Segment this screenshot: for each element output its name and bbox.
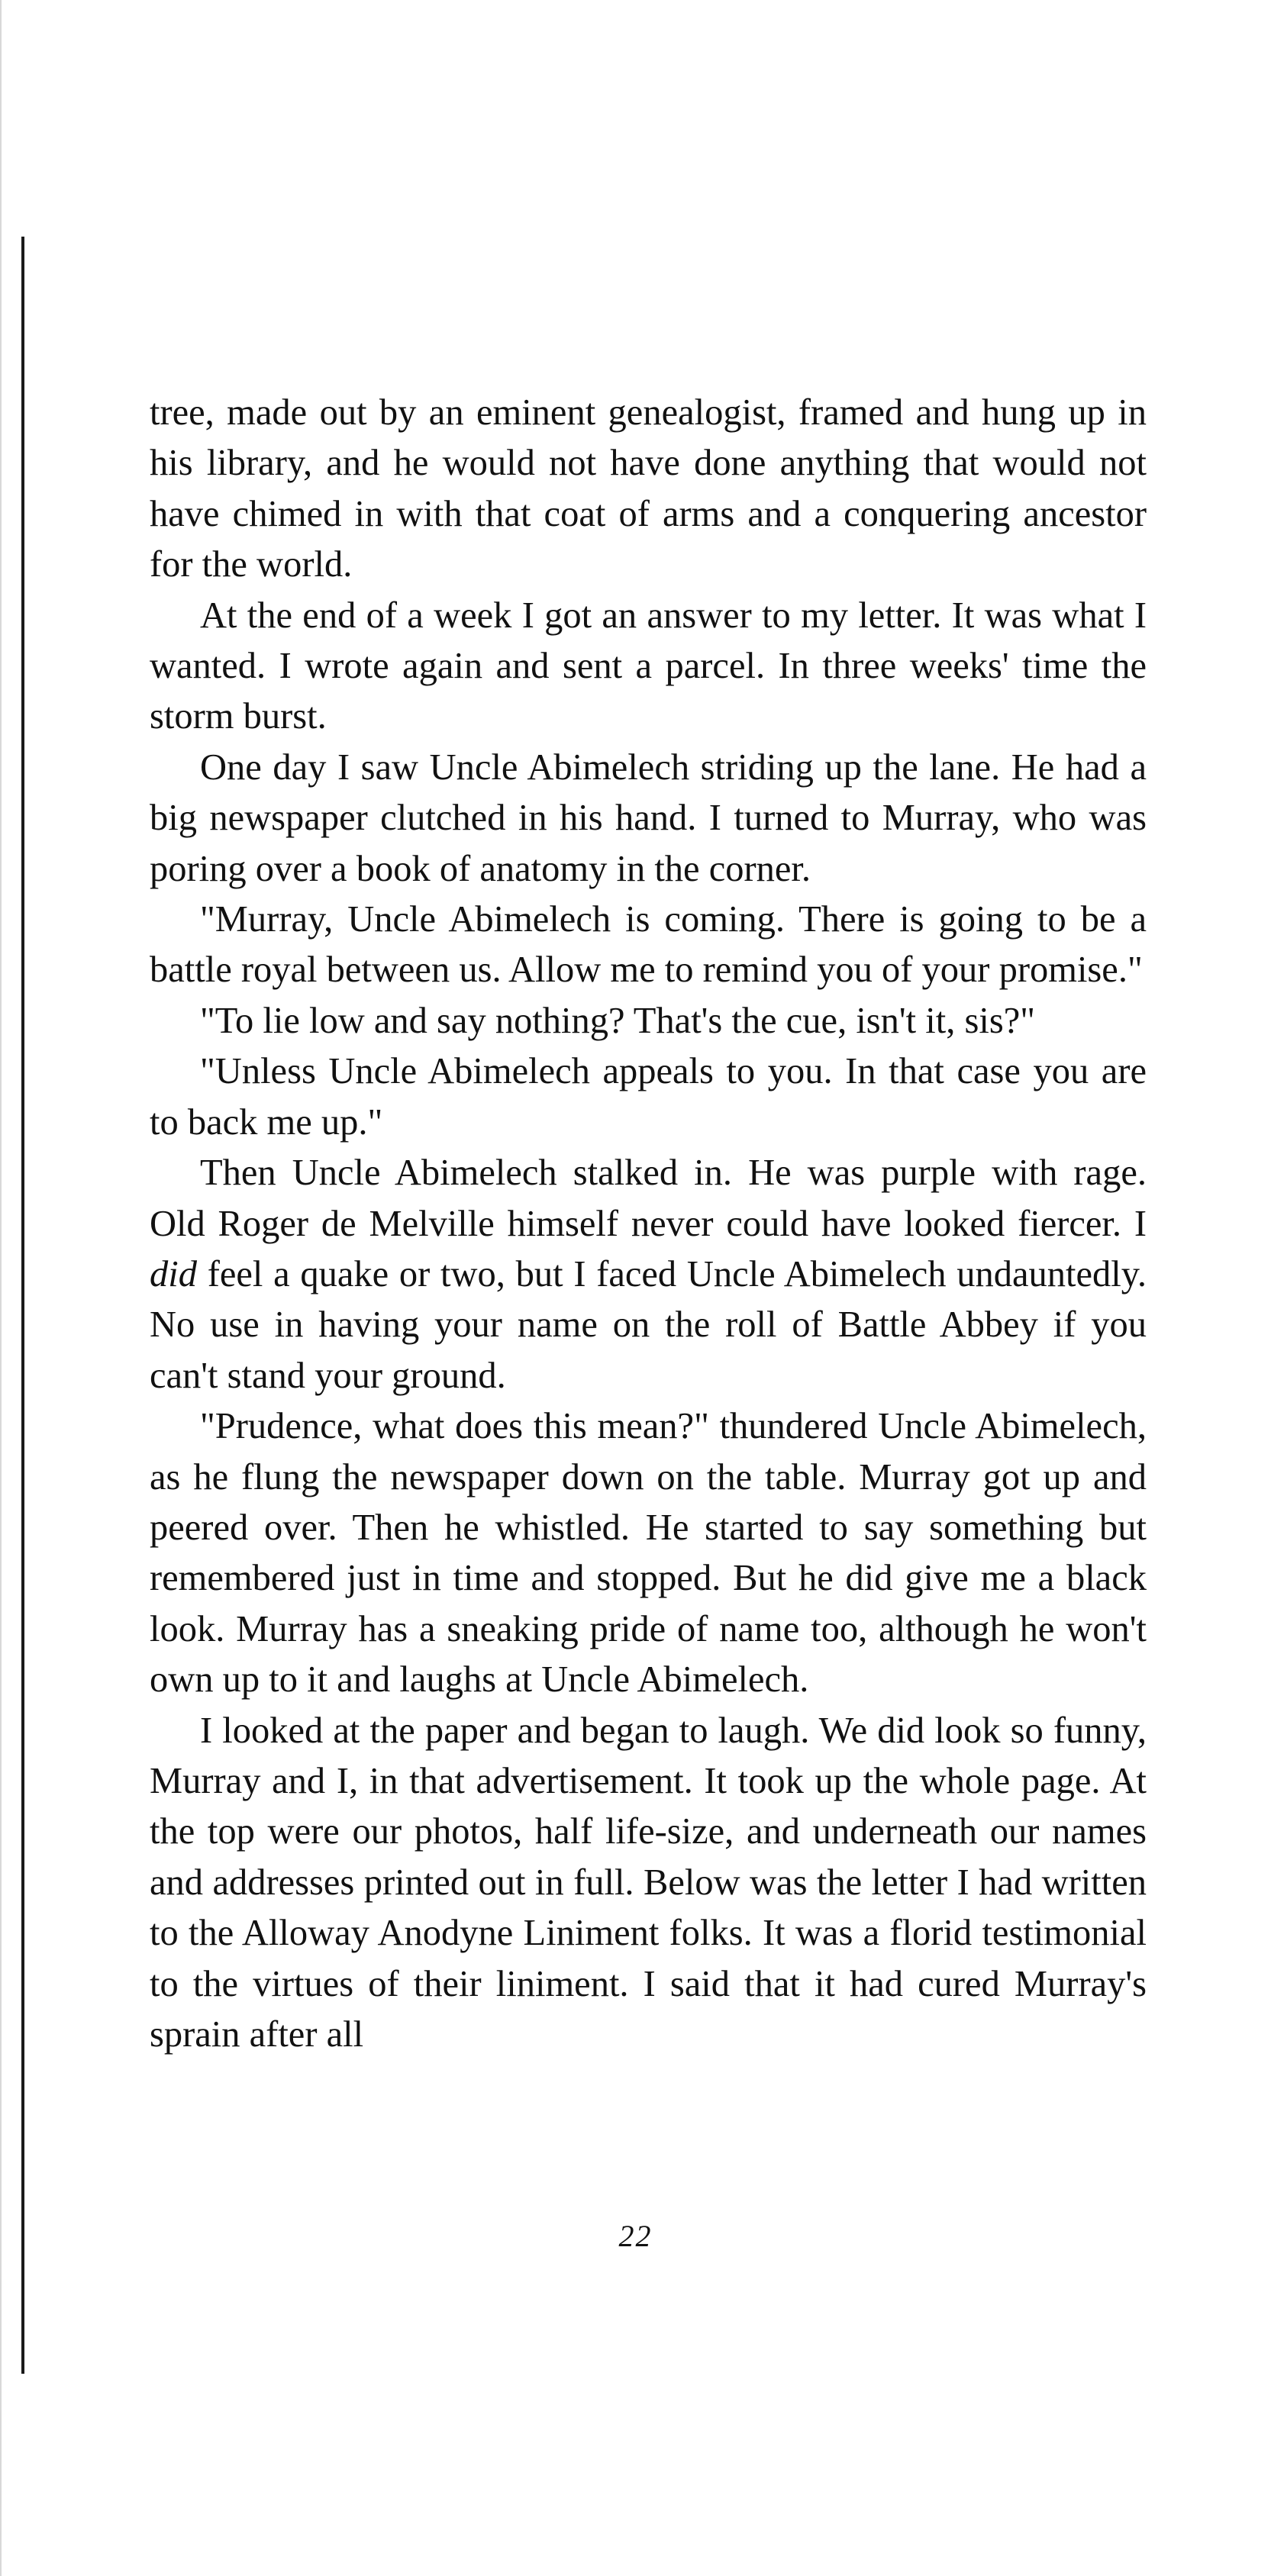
paragraph-text: "To lie low and say nothing? That's the cue, isn't it, sis?" bbox=[200, 1000, 1036, 1041]
paragraph-text: "Unless Uncle Abimelech appeals to you. In that case you are to back me up." bbox=[150, 1051, 1147, 1143]
paragraph-text: "Prudence, what does this mean?" thundered Uncle Abimelech, as he flung the newspaper down on the table. Murray got up and peered over. Then he whistled. He started to say something but remembered just in time and stopped. But he did give me a black look. Murray has a sneaking pride of name too, although he won't own up to it and laughs at Uncle Abimelech. bbox=[150, 1406, 1147, 1701]
paragraph bbox=[150, 996, 1147, 1046]
binding-shadow bbox=[21, 237, 24, 2374]
paragraph-text: "Murray, Uncle Abimelech is coming. There is going to be a battle royal between us. Allow me to remind you of your promise." bbox=[150, 899, 1147, 991]
body-text bbox=[150, 388, 1147, 2060]
page-number: 22 bbox=[618, 2219, 653, 2253]
paragraph bbox=[150, 743, 1147, 895]
emphasized-text: did bbox=[150, 1253, 197, 1294]
paragraph-text: At the end of a week I got an answer to my letter. It was what I wanted. I wrote again and sent a parcel. In three weeks' time the storm burst. bbox=[150, 595, 1147, 737]
paragraph bbox=[150, 1148, 1147, 1401]
paragraph-text: feel a quake or two, but I faced Uncle Abimelech undauntedly. No use in having your name on the roll of Battle Abbey if you can't stand your ground. bbox=[150, 1253, 1147, 1396]
paragraph bbox=[150, 1401, 1147, 1705]
paragraph-text: I looked at the paper and began to laugh. We did look so funny, Murray and I, in that advertisement. It took up the whole page. At the top were our photos, half life-size, and underneath our names and addresses printed out in full. Below was the letter I had written to the Alloway Anodyne Liniment folks. It was a florid testimonial to the virtues of their liniment. I said that it had cured Murray's sprain after all bbox=[150, 1710, 1147, 2055]
paragraph bbox=[150, 895, 1147, 996]
paragraph bbox=[150, 388, 1147, 591]
paragraph-text: Then Uncle Abimelech stalked in. He was purple with rage. Old Roger de Melville himself never could have looked fiercer. I bbox=[150, 1153, 1147, 1244]
paragraph bbox=[150, 1706, 1147, 2061]
paragraph bbox=[150, 1046, 1147, 1148]
page-edge-line bbox=[0, 0, 2, 2576]
paragraph bbox=[150, 591, 1147, 743]
paragraph-text: tree, made out by an eminent genealogist, framed and hung up in his library, and he would not have done anything that would not have chimed in with that coat of arms and a conquering ancestor for the world. bbox=[150, 392, 1147, 585]
paragraph-text: One day I saw Uncle Abimelech striding up the lane. He had a big newspaper clutched in his hand. I turned to Murray, who was poring over a book of anatomy in the corner. bbox=[150, 746, 1147, 889]
